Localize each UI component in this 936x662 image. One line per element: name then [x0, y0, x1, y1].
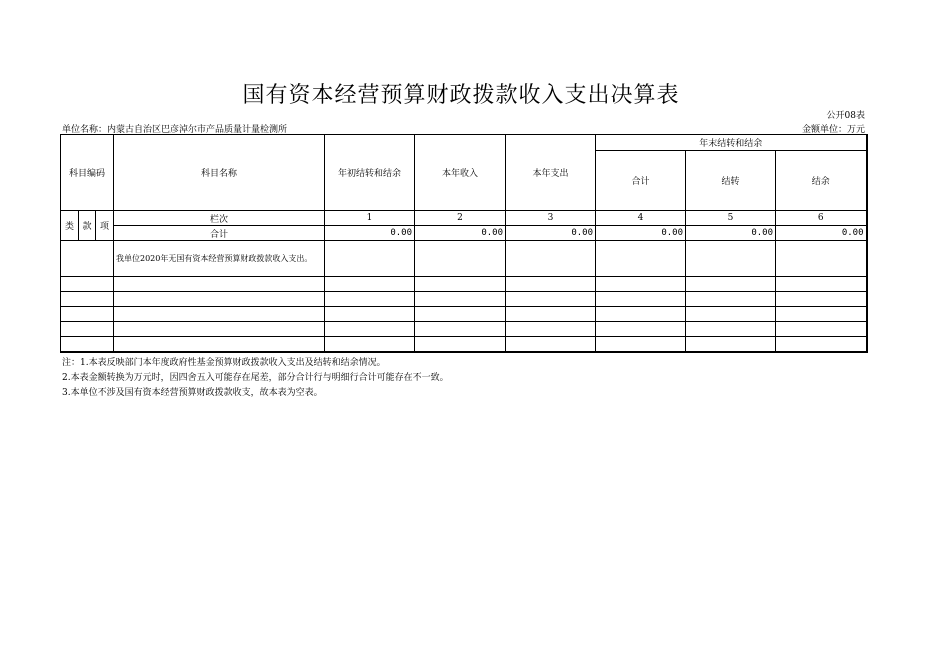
header-subject-name: 科目名称	[114, 135, 325, 211]
total-carry: 0.00	[686, 226, 776, 241]
budget-table	[60, 134, 868, 353]
header-subject-code: 科目编码	[61, 135, 114, 211]
notes	[62, 356, 449, 401]
table-row	[61, 292, 867, 307]
note-3: 3.本单位不涉及国有资本经营预算财政拨款收支，故本表为空表。	[62, 388, 323, 398]
unit-name: 单位名称：内蒙古自治区巴彦淖尔市产品质量计量检测所	[62, 125, 288, 135]
money-unit: 金额单位：万元	[801, 125, 865, 135]
header-yearend-balance: 年末结转和结余	[596, 135, 867, 151]
note-1: 注：1.本表反映部门本年度政府性基金预算财政拨款收入支出及结转和结余情况。	[62, 358, 386, 368]
total-surplus: 0.00	[776, 226, 867, 241]
total-expense: 0.00	[506, 226, 596, 241]
total-begin-balance: 0.00	[325, 226, 415, 241]
total-row-label: 合计	[114, 226, 325, 241]
column-number-label: 栏次	[114, 211, 325, 226]
header-carry: 结转	[686, 151, 776, 211]
total-yearend-total: 0.00	[596, 226, 686, 241]
header-begin-balance: 年初结转和结余	[325, 135, 415, 211]
report-title: 国有资本经营预算财政拨款收入支出决算表	[242, 83, 680, 108]
form-code: 公开08表	[826, 111, 865, 121]
header-lei: 类	[61, 211, 79, 241]
note-2: 2.本表金额转换为万元时，因四舍五入可能存在尾差，部分合计行与明细行合计可能存在不一致。	[62, 373, 449, 383]
table-row	[61, 322, 867, 337]
header-surplus: 结余	[776, 151, 867, 211]
column-number-3: 3	[506, 211, 596, 226]
column-number-6: 6	[776, 211, 867, 226]
header-xiang: 项	[96, 211, 114, 241]
remark-cell: 我单位2020年无国有资本经营预算财政拨款收入支出。	[114, 241, 325, 277]
column-number-5: 5	[686, 211, 776, 226]
header-total: 合计	[596, 151, 686, 211]
table-row	[61, 241, 867, 277]
table-row	[61, 337, 867, 352]
total-income: 0.00	[415, 226, 506, 241]
table-row	[61, 307, 867, 322]
column-number-1: 1	[325, 211, 415, 226]
header-kuan: 款	[79, 211, 96, 241]
column-number-2: 2	[415, 211, 506, 226]
column-number-4: 4	[596, 211, 686, 226]
header-income: 本年收入	[415, 135, 506, 211]
header-expense: 本年支出	[506, 135, 596, 211]
table-row	[61, 277, 867, 292]
